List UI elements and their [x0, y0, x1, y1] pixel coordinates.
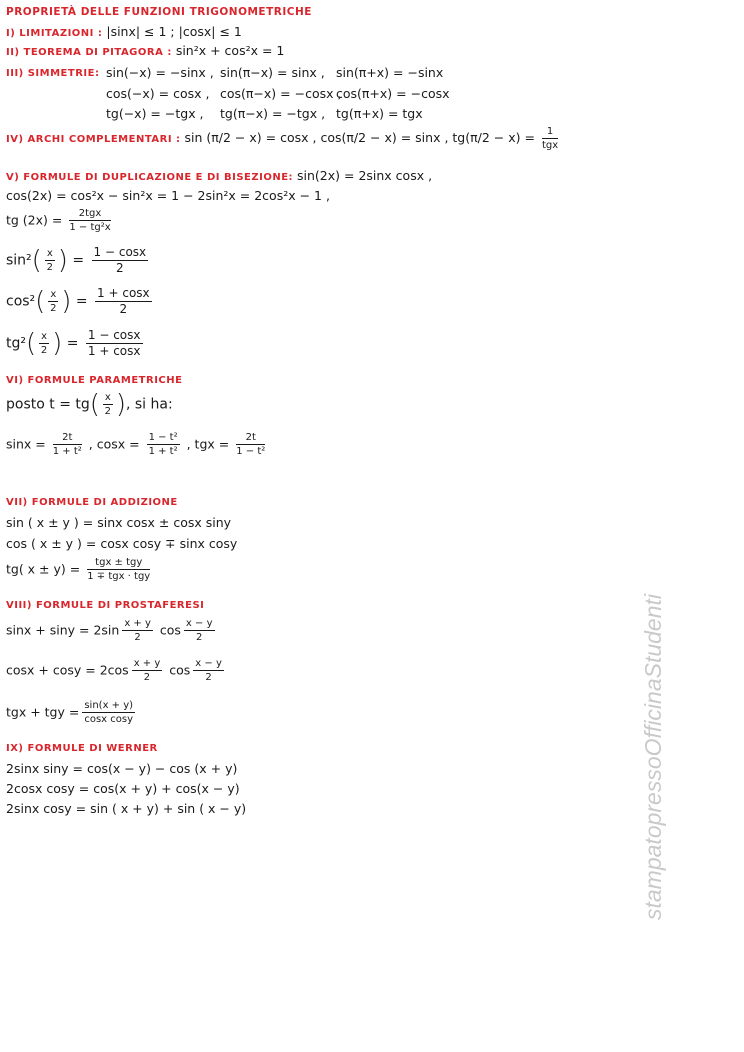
section-label: IV) ARCHI COMPLEMENTARI : [6, 134, 181, 145]
formula: tg(−x) = −tgx , [106, 106, 204, 121]
fraction: $\frac{\text{tgx ± tgy}}{\text{1 ∓ tgx · tgy}}$ [87, 557, 151, 582]
formula: cos(π/2 − x) = sinx , [320, 130, 449, 145]
formula-prostaferesi-sin: sinx + siny = 2sin $\frac{x + y}{2}$ cos $\frac{x - y}{2}$ [6, 618, 213, 643]
formula: sin(π−x) = sinx , [220, 65, 325, 80]
formula: cos(π−x) = −cosx , [220, 86, 342, 101]
formula-prostaferesi-tg: tgx + tgy = $\frac{\sin(x + y)}{\text{cosx cosy}}$ [6, 700, 134, 725]
section-label-werner: IX) FORMULE DI WERNER [6, 743, 158, 754]
formula: cos(π+x) = −cosx [336, 86, 450, 101]
fraction: $\frac{1 - \cos x}{1 + \cos x}$ [87, 328, 141, 358]
formula-tg-addizione: tg( x ± y) = $\frac{\text{tgx ± tgy}}{\text{1 ∓ tgx · tgy}}$ [6, 557, 151, 582]
fraction: $\frac{\sin(x + y)}{\text{cosx cosy}}$ [84, 700, 134, 725]
section-limitazioni [6, 24, 242, 42]
section-label-simmetrie: III) SIMMETRIE: [6, 68, 100, 79]
formula: |sinx| ≤ 1 ; |cosx| ≤ 1 [106, 24, 242, 39]
formula-cos-half: cos²( $\frac{x}{2}$ ) = $\frac{1 + \cos x}{2}$ [6, 286, 150, 317]
formula: 2sinx cosy = sin ( x + y) + sin ( x − y) [6, 801, 247, 816]
formula-parametriche: sinx = $\frac{2t}{\text{1 + t²}}$ , cosx = $\frac{\text{1 − t²}}{\text{1 + t²}}$ , tgx = $\frac{2t}{\text{1 − t²}}$ [6, 432, 266, 457]
formula: tg(π/2 − x) = [452, 130, 535, 145]
fraction: $\frac{x - y}{2}$ [195, 658, 222, 683]
fraction: $\frac{x}{2}$ [40, 331, 48, 356]
section-label: V) FORMULE DI DUPLICAZIONE E DI BISEZIONE: [6, 172, 294, 183]
formula-sin-half: sin²( $\frac{x}{2}$ ) = $\frac{1 - \cos x}{2}$ [6, 245, 147, 276]
formula: tg(π−x) = −tgx , [220, 106, 326, 121]
fraction: $\frac{2t}{\text{1 + t²}}$ [52, 432, 82, 457]
watermark: stampatopressoOfficinaStudenti [640, 593, 666, 920]
fraction: $\frac{x}{2}$ [50, 289, 57, 314]
fraction: $\frac{1}{\text{tgx}}$ [541, 126, 559, 151]
formula: 2cosx cosy = cos(x + y) + cos(x − y) [6, 781, 240, 796]
formula-prostaferesi-cos: cosx + cosy = 2cos $\frac{x + y}{2}$ cos $\frac{x - y}{2}$ [6, 658, 222, 683]
formula: 2sinx siny = cos(x − y) − cos (x + y) [6, 761, 238, 776]
fraction: $\frac{1 - \cos x}{2}$ [93, 245, 147, 275]
fraction: $\frac{x}{2}$ [46, 248, 53, 273]
fraction: $\frac{1 + \cos x}{2}$ [97, 286, 150, 316]
fraction: $\frac{x}{2}$ [104, 392, 112, 417]
fraction: $\frac{x + y}{2}$ [133, 658, 161, 683]
formula: cos ( x ± y ) = cosx cosy ∓ sinx cosy [6, 536, 238, 551]
formula: cos(2x) = cos²x − sin²x = 1 − 2sin²x = 2cos²x − 1 , [6, 188, 330, 203]
section-archi-complementari [6, 126, 561, 151]
formula: sin²x + cos²x = 1 [175, 43, 285, 58]
fraction: $\frac{\text{1 − t²}}{\text{1 + t²}}$ [148, 432, 178, 457]
section-label: I) LIMITAZIONI : [6, 28, 103, 39]
formula: sin(2x) = 2sinx cosx , [297, 168, 433, 183]
formula: sin (π/2 − x) = cosx , [184, 130, 317, 145]
formula: cos(−x) = cosx , [106, 86, 210, 101]
section-duplicazione [6, 168, 432, 186]
formula-posto: posto t = tg( $\frac{x}{2}$ ), si ha: [6, 389, 173, 420]
formula: sin(−x) = −sinx , [106, 65, 214, 80]
formula-tg-half: tg²( $\frac{x}{2}$ ) = $\frac{1 - \cos x}{1 + \cos x}$ [6, 328, 141, 359]
section-label-prostaferesi: VIII) FORMULE DI PROSTAFERESI [6, 600, 205, 611]
formula: sin(π+x) = −sinx [336, 65, 444, 80]
formula-tg2x: tg (2x) = $\frac{\text{2tgx}}{\text{1 − tg²x}}$ [6, 208, 111, 233]
fraction: $\frac{\text{2tgx}}{\text{1 − tg²x}}$ [69, 208, 111, 233]
fraction: $\frac{x - y}{2}$ [185, 618, 213, 643]
section-label-parametriche: VI) FORMULE PARAMETRICHE [6, 375, 183, 386]
section-label: II) TEOREMA DI PITAGORA : [6, 47, 172, 58]
formula: sin ( x ± y ) = sinx cosx ± cosx siny [6, 515, 232, 530]
fraction: $\frac{x + y}{2}$ [124, 618, 151, 643]
section-pitagora [6, 43, 284, 61]
formula: tg(π+x) = tgx [336, 106, 423, 121]
page-title: PROPRIETÀ DELLE FUNZIONI TRIGONOMETRICHE [6, 6, 312, 18]
section-label-addizione: VII) FORMULE DI ADDIZIONE [6, 497, 178, 508]
fraction: $\frac{2t}{\text{1 − t²}}$ [236, 432, 266, 457]
